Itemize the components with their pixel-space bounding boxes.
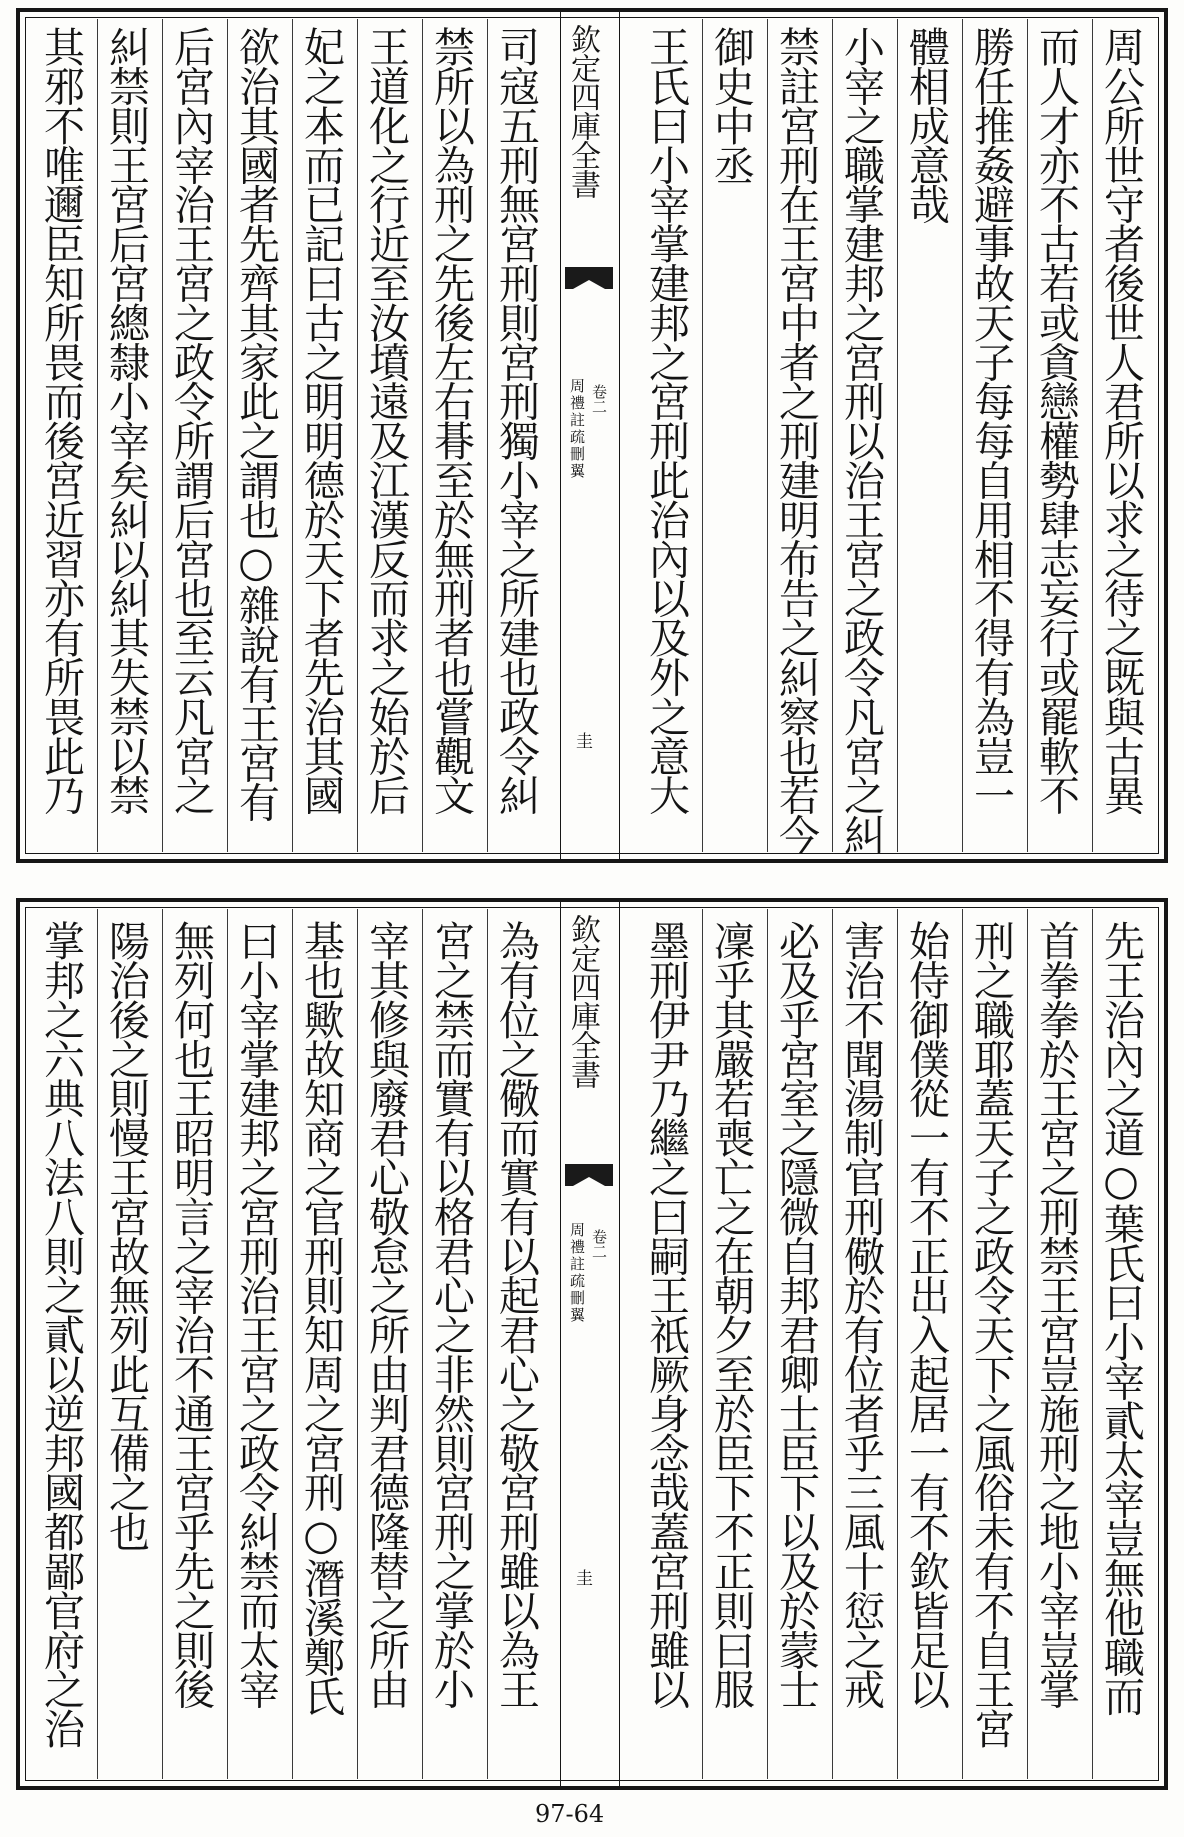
column-rule: [1092, 19, 1093, 852]
lower-page: [16, 898, 1168, 1790]
fold-page-number: 圭: [572, 1569, 592, 1586]
column-rule: [357, 909, 358, 1779]
text-column: 基也歟故知商之官刑則知周之宮刑○潛溪鄭氏: [297, 920, 345, 1716]
text-column: 周公所世守者後世人君所以求之待之既與古異: [1097, 26, 1145, 815]
text-column: 掌邦之六典八法八則之貳以逆邦國都鄙官府之治: [37, 920, 85, 1748]
upper-page: [16, 8, 1168, 863]
column-rule: [227, 909, 228, 1779]
text-column: 妃之本而已記曰古之明明德於天下者先治其國: [297, 26, 345, 815]
scan-page-number: 97-64: [535, 1800, 605, 1828]
text-column: 王氏曰小宰掌建邦之宮刑此治內以及外之意大: [642, 26, 690, 815]
text-column: 宰其修與廢君心敬怠之所由判君德隆替之所由: [362, 920, 410, 1709]
text-column: 曰小宰掌建邦之宮刑治王宮之政令糾禁而太宰: [232, 920, 280, 1709]
column-rule: [1027, 19, 1028, 852]
text-column: 后宮內宰治王宮之政令所謂后宮也至云凡宮之: [167, 26, 215, 815]
column-rule: [422, 19, 423, 852]
column-rule: [897, 19, 898, 852]
text-column: 必及乎宮室之隱微自邦君卿士臣下以及於蒙士: [772, 920, 820, 1709]
fishtail-ornament-icon: [565, 1164, 613, 1186]
column-rule: [702, 909, 703, 1779]
column-rule: [162, 909, 163, 1779]
column-rule: [832, 19, 833, 852]
text-column: 墨刑伊尹乃繼之曰嗣王祇厥身念哉蓋宮刑雖以: [642, 920, 690, 1709]
text-column: 害治不聞湯制官刑儆於有位者乎三風十愆之戒: [837, 920, 885, 1709]
column-rule: [767, 909, 768, 1779]
fold-book-title: 周禮註疏刪翼: [568, 378, 586, 480]
column-rule: [227, 19, 228, 852]
text-column: 為有位之儆而實有以起君心之敬宮刑雖以為王: [492, 920, 540, 1709]
text-column: 禁所以為刑之先後左右朞至於無刑者也嘗觀文: [427, 26, 475, 815]
column-rule: [97, 19, 98, 852]
column-rule: [1027, 909, 1028, 1779]
column-rule: [292, 19, 293, 852]
fold-title: 欽定四庫全書: [565, 24, 600, 198]
text-column: 王道化之行近至汝墳遠及江漢反而求之始於后: [362, 26, 410, 815]
column-rule: [1092, 909, 1093, 1779]
column-rule: [897, 909, 898, 1779]
text-column: 司寇五刑無宮刑則宮刑獨小宰之所建也政令糾: [492, 26, 540, 815]
text-column: 先王治內之道○葉氏曰小宰貳太宰豈無他職而: [1097, 920, 1145, 1716]
column-rule: [292, 909, 293, 1779]
text-column: 無列何也王昭明言之宰治不通王宮乎先之則後: [167, 920, 215, 1709]
center-fold-strip: [560, 12, 620, 859]
column-rule: [962, 19, 963, 852]
fold-title: 欽定四庫全書: [565, 914, 600, 1088]
column-rule: [702, 19, 703, 852]
text-column: 凜乎其嚴若喪亡之在朝夕至於臣下不正則曰服: [707, 920, 755, 1709]
center-fold-strip: [560, 902, 620, 1786]
text-column: 勝任推姦避事故天子每每自用相不得有為豈一: [967, 26, 1015, 815]
text-column: 小宰之職掌建邦之宮刑以治王宮之政令凡宮之糾: [837, 26, 885, 854]
text-column: 刑之職耶蓋天子之政令天下之風俗未有不自王宮: [967, 920, 1015, 1748]
column-rule: [487, 909, 488, 1779]
text-column: 宮之禁而實有以格君心之非然則宮刑之掌於小: [427, 920, 475, 1709]
text-column: 陽治後之則慢王宮故無列此互備之也: [102, 920, 150, 1551]
text-column: 禁註宮刑在王宮中者之刑建明布告之糾察也若今: [772, 26, 820, 854]
fold-page-number: 圭: [572, 732, 592, 749]
fold-book-title: 周禮註疏刪翼: [568, 1222, 586, 1324]
column-rule: [97, 909, 98, 1779]
fishtail-ornament-icon: [565, 267, 613, 289]
column-rule: [422, 909, 423, 1779]
column-rule: [487, 19, 488, 852]
column-rule: [357, 19, 358, 852]
text-column: 其邪不唯邇臣知所畏而後宮近習亦有所畏此乃: [37, 26, 85, 815]
fold-volume: 卷二: [590, 1229, 608, 1259]
text-column: 始侍御僕從一有不正出入起居一有不欽皆足以: [902, 920, 950, 1709]
column-rule: [162, 19, 163, 852]
column-rule: [962, 909, 963, 1779]
column-rule: [832, 909, 833, 1779]
text-column: 而人才亦不古若或貪戀權勢肆志妄行或罷軟不: [1032, 26, 1080, 815]
text-column: 首拳拳於王宮之刑禁王宮豈施刑之地小宰豈掌: [1032, 920, 1080, 1709]
text-column: 欲治其國者先齊其家此之謂也○雜說有王宮有: [232, 26, 280, 822]
text-column: 體相成意哉: [902, 26, 950, 224]
column-rule: [767, 19, 768, 852]
text-column: 御史中丞: [707, 26, 755, 184]
fold-volume: 卷二: [590, 384, 608, 414]
text-column: 糾禁則王宮后宮總隸小宰矣糾以糾其失禁以禁: [102, 26, 150, 815]
